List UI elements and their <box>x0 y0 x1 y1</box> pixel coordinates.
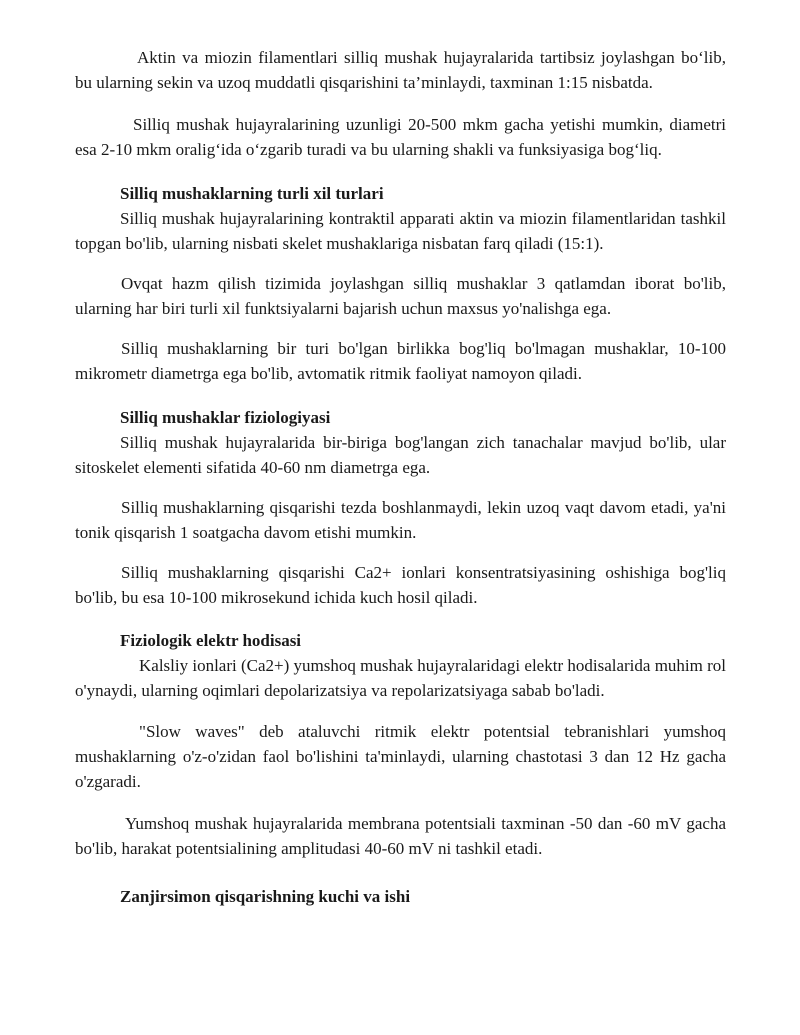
document-page <box>75 0 726 909</box>
paragraph-tonic-contraction: Silliq mushaklarning qisqarishi tezda boshlanmaydi, lekin uzoq vaqt davom etadi, ya'ni tonik qisqarish 1 soatgacha davom etishi mumkin. <box>75 498 726 542</box>
paragraph-slow-waves: "Slow waves" deb ataluvchi ritmik elektr potentsial tebranishlari yumshoq mushaklarning o'z-o'zidan faol bo'lishini ta'minlaydi, ularning chastotasi 3 dan 12 Hz gacha o'zgaradi. <box>75 722 726 791</box>
paragraph-single-unit-muscles: Silliq mushaklarning bir turi bo'lgan birlikka bog'liq bo'lmagan mushaklar, 10-100 mikrometr diametrga ega bo'lib, avtomatik ritmik faoliyat namoyon qiladi. <box>75 339 726 383</box>
paragraph-membrane-potential: Yumshoq mushak hujayralarida membrana potentsiali taxminan -50 dan -60 mV gacha bo'lib, harakat potentsialining amplitudasi 40-60 mV ni tashkil etadi. <box>75 814 726 858</box>
paragraph-cell-size: Silliq mushak hujayralarining uzunligi 20-500 mkm gacha yetishi mumkin, diametri esa 2-10 mkm oralig‘ida o‘zgarib turadi va bu ularning shakli va funksiyasiga bog‘liq. <box>75 115 726 159</box>
section-heading-muscle-types: Silliq mushaklarning turli xil turlari <box>120 184 384 203</box>
section-heading-chain-contraction: Zanjirsimon qisqarishning kuchi va ishi <box>120 887 411 906</box>
paragraph-calcium-ions: Kalsliy ionlari (Ca2+) yumshoq mushak hujayralaridagi elektr hodisalarida muhim rol o'ynaydi, ularning oqimlari depolarizatsiya va repolarizatsiyaga sabab bo'ladi. <box>75 656 726 700</box>
section-heading-physiology: Silliq mushaklar fiziologiyasi <box>120 408 331 427</box>
paragraph-calcium-concentration: Silliq mushaklarning qisqarishi Ca2+ ionlari konsentratsiyasining oshishiga bog'liq bo'lib, bu esa 10-100 mikrosekund ichida kuch hosil qiladi. <box>75 563 726 607</box>
paragraph-actin-myosin: Aktin va miozin filamentlari silliq mushak hujayralarida tartibsiz joylashgan bo‘lib, bu ularning sekin va uzoq muddatli qisqarishini ta’minlaydi, taxminan 1:15 nisbatda. <box>75 48 726 92</box>
paragraph-dense-bodies: Silliq mushak hujayralarida bir-biriga bog'langan zich tanachalar mavjud bo'lib, ular sitoskelet elementi sifatida 40-60 nm diametrga ega. <box>75 433 726 477</box>
paragraph-contractile-apparatus: Silliq mushak hujayralarining kontraktil apparati aktin va miozin filamentlaridan tashkil topgan bo'lib, ularning nisbati skelet mushaklariga nisbatan farq qiladi (15:1). <box>75 209 726 253</box>
section-heading-electrical-phenomenon: Fiziologik elektr hodisasi <box>120 631 302 650</box>
paragraph-digestive-layers: Ovqat hazm qilish tizimida joylashgan silliq mushaklar 3 qatlamdan iborat bo'lib, ularning har biri turli xil funktsiyalarni bajarish uchun maxsus yo'nalishga ega. <box>75 274 726 318</box>
